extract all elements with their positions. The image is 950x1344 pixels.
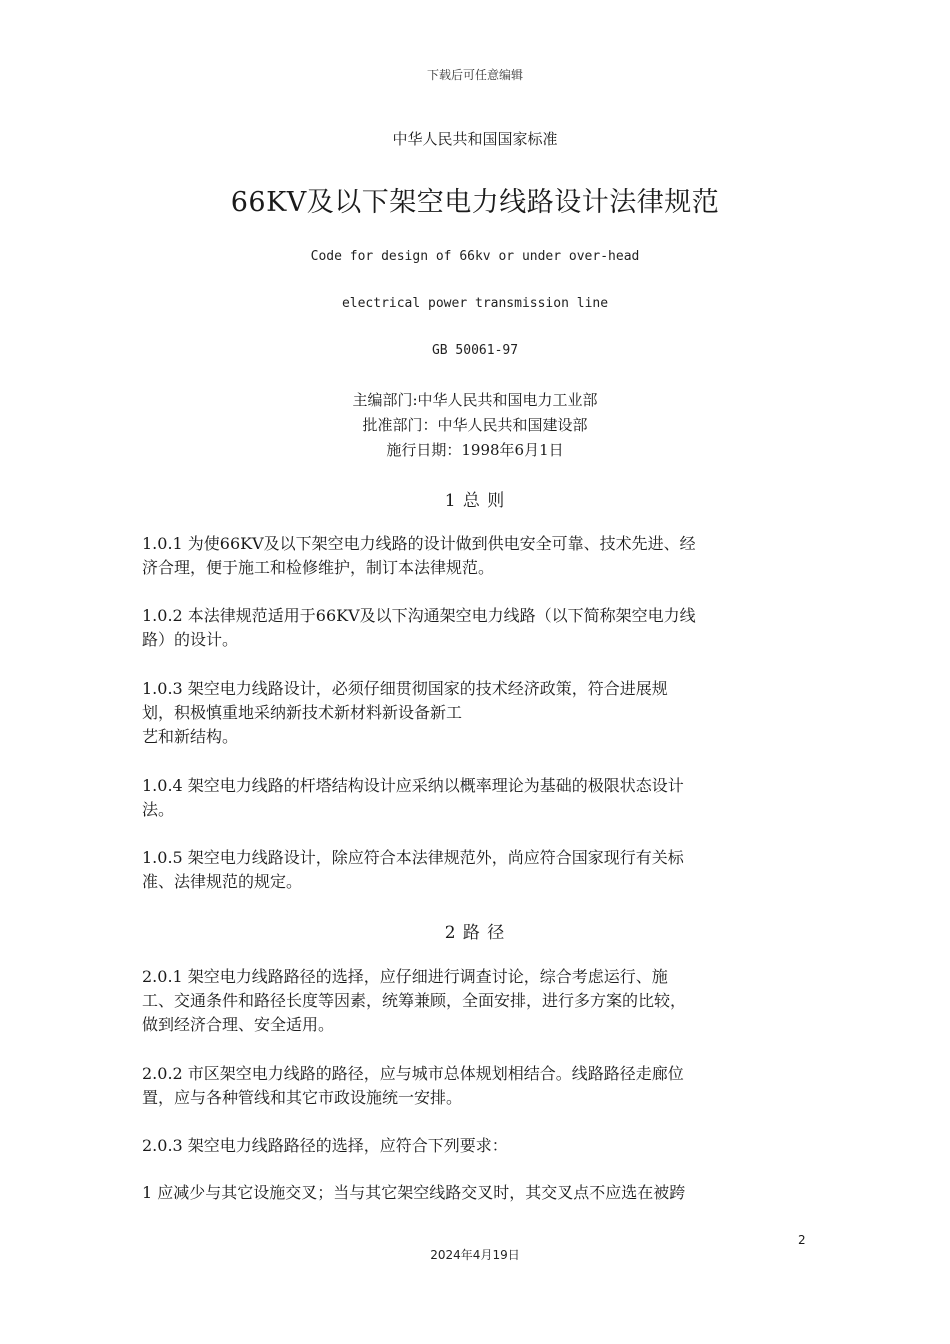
- standard-organization: 中华人民共和国国家标准: [392, 130, 558, 148]
- clause-line: 置，应与各种管线和其它市政设施统一安排。: [142, 1088, 463, 1107]
- footer-date: 2024年4月19日: [430, 1248, 520, 1262]
- clause-line: 2.0.1 架空电力线路路径的选择，应仔细进行调查讨论，综合考虑运行、施: [142, 967, 668, 986]
- clause-line: 2.0.2 市区架空电力线路的路径，应与城市总体规划相结合。线路路径走廊位: [142, 1064, 684, 1083]
- header-note: 下载后可任意编辑: [426, 68, 523, 82]
- section-heading-general: 1 总 则: [444, 491, 506, 511]
- document-title: 66KV及以下架空电力线路设计法律规范: [230, 187, 720, 218]
- clause-1-0-2: [142, 604, 814, 652]
- clause-line: 1.0.2 本法律规范适用于66KV及以下沟通架空电力线路（以下简称架空电力线: [142, 606, 696, 625]
- clause-line: 1.0.3 架空电力线路设计，必须仔细贯彻国家的技术经济政策，符合进展规: [142, 679, 668, 698]
- clause-line: 2.0.3 架空电力线路路径的选择，应符合下列要求：: [142, 1136, 508, 1155]
- clause-line: 法。: [142, 800, 175, 819]
- editor-department: 主编部门:中华人民共和国电力工业部: [352, 391, 598, 409]
- section-heading-route: 2 路 径: [444, 923, 506, 943]
- clause-2-0-1: [142, 965, 814, 1037]
- page-number: 2: [798, 1233, 806, 1247]
- clause-1-0-3: [142, 677, 814, 749]
- clause-1-0-4: [142, 774, 814, 822]
- clause-line: 艺和新结构。: [142, 727, 239, 746]
- clause-1-0-1: [142, 532, 814, 580]
- english-title-line-2: electrical power transmission line: [341, 296, 609, 311]
- clause-line: 1.0.4 架空电力线路的杆塔结构设计应采纳以概率理论为基础的极限状态设计: [142, 776, 684, 795]
- english-title-line-1: Code for design of 66kv or under over-head: [310, 249, 640, 264]
- clause-line: 划，积极慎重地采纳新技术新材料新设备新工: [142, 703, 463, 722]
- clause-2-0-3: [142, 1134, 814, 1158]
- effective-date: 施行日期：1998年6月1日: [386, 441, 564, 459]
- clause-2-0-3-item-1: [142, 1181, 814, 1205]
- clause-line: 1.0.1 为使66KV及以下架空电力线路的设计做到供电安全可靠、技术先进、经: [142, 534, 696, 553]
- clause-line: 工、交通条件和路径长度等因素，统筹兼顾，全面安排，进行多方案的比较，: [142, 991, 687, 1010]
- clause-2-0-2: [142, 1062, 814, 1110]
- clause-line: 做到经济合理、安全适用。: [142, 1015, 335, 1034]
- clause-line: 济合理，便于施工和检修维护，制订本法律规范。: [142, 558, 495, 577]
- approval-department: 批准部门：中华人民共和国建设部: [362, 416, 588, 434]
- clause-1-0-5: [142, 846, 814, 894]
- clause-line: 路）的设计。: [142, 630, 239, 649]
- clause-line: 1 应减少与其它设施交叉；当与其它架空线路交叉时，其交叉点不应选在被跨: [142, 1183, 686, 1202]
- clause-line: 准、法律规范的规定。: [142, 872, 303, 891]
- standard-code: GB 50061-97: [431, 343, 519, 358]
- clause-line: 1.0.5 架空电力线路设计，除应符合本法律规范外，尚应符合国家现行有关标: [142, 848, 684, 867]
